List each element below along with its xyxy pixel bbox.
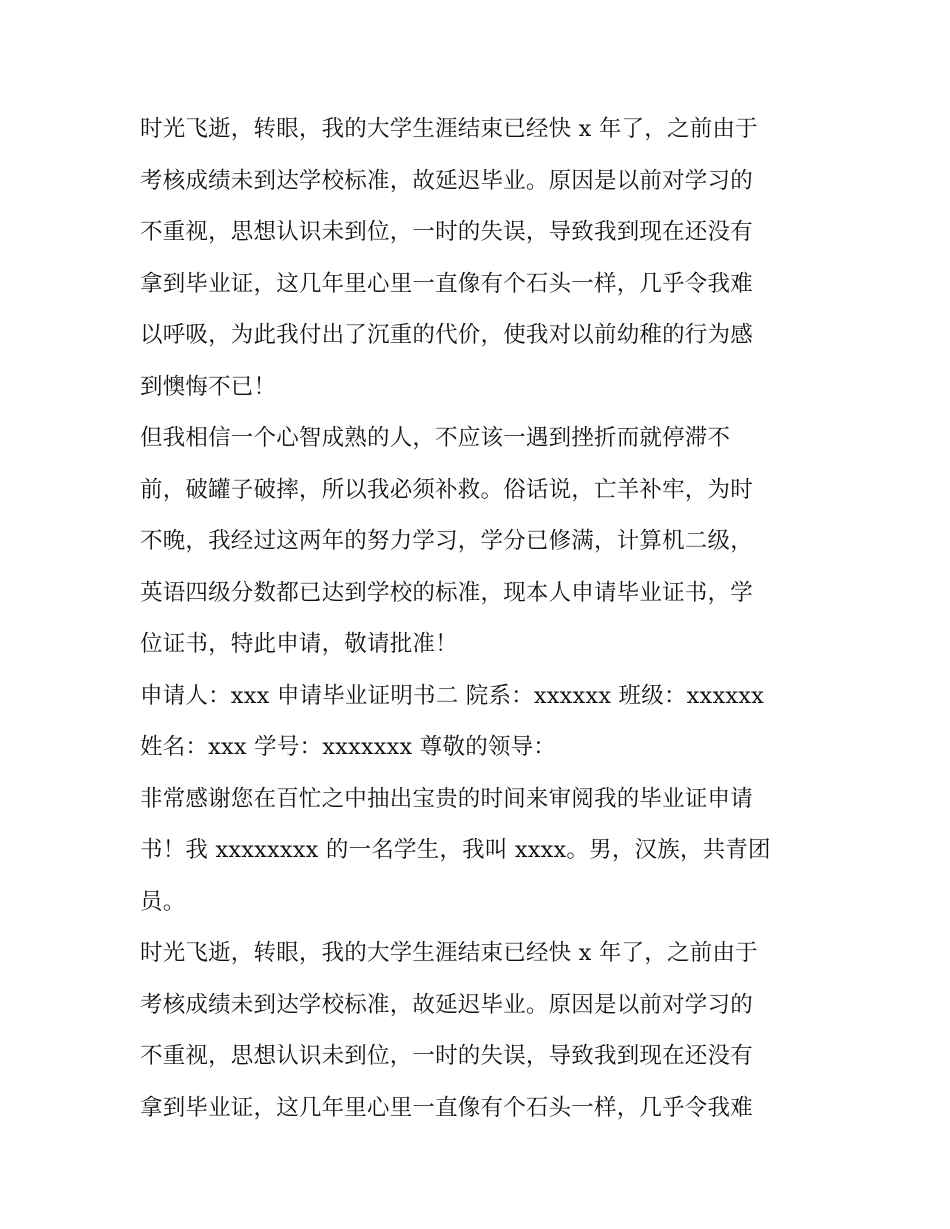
document-body [140, 104, 820, 1134]
text-line: 位证书，特此申请，敬请批准！ [140, 631, 458, 657]
text-line: 拿到毕业证，这几年里心里一直像有个石头一样，几乎令我难 [140, 1094, 753, 1121]
text-line: 以呼吸，为此我付出了沉重的代价，使我对以前幼稚的行为感 [140, 322, 753, 348]
text-line: 不晚，我经过这两年的努力学习，学分已修满，计算机二级， [140, 528, 753, 554]
text-line: 姓名：xxx 学号：xxxxxxx 尊敬的领导： [140, 734, 556, 760]
text-line: 不重视，思想认识未到位，一时的失误，导致我到现在还没有 [140, 219, 753, 245]
text-line: 英语四级分数都已达到学校的标准，现本人申请毕业证书，学 [140, 579, 753, 606]
text-line: 时光飞逝，转眼，我的大学生涯结束已经快 x 年了，之前由于 [140, 940, 758, 966]
text-line: 员。 [140, 888, 186, 915]
text-line: 申请人：xxx 申请毕业证明书二 院系：xxxxxx 班级：xxxxxx [140, 682, 764, 709]
text-line: 到懊悔不已！ [140, 373, 277, 400]
text-line: 考核成绩未到达学校标准，故延迟毕业。原因是以前对学习的 [140, 167, 753, 194]
text-line: 时光飞逝，转眼，我的大学生涯结束已经快 x 年了，之前由于 [140, 116, 758, 142]
text-line: 书！我 xxxxxxxx 的一名学生，我叫 xxxx。男，汉族，共青团 [140, 837, 771, 863]
text-line: 前，破罐子破摔，所以我必须补救。俗话说，亡羊补牢，为时 [140, 476, 753, 503]
text-line: 考核成绩未到达学校标准，故延迟毕业。原因是以前对学习的 [140, 991, 753, 1018]
text-line: 非常感谢您在百忙之中抽出宝贵的时间来审阅我的毕业证申请 [140, 785, 753, 812]
text-line: 不重视，思想认识未到位，一时的失误，导致我到现在还没有 [140, 1043, 753, 1069]
text-line: 但我相信一个心智成熟的人，不应该一遇到挫折而就停滞不 [140, 425, 731, 451]
text-line: 拿到毕业证，这几年里心里一直像有个石头一样，几乎令我难 [140, 270, 753, 297]
